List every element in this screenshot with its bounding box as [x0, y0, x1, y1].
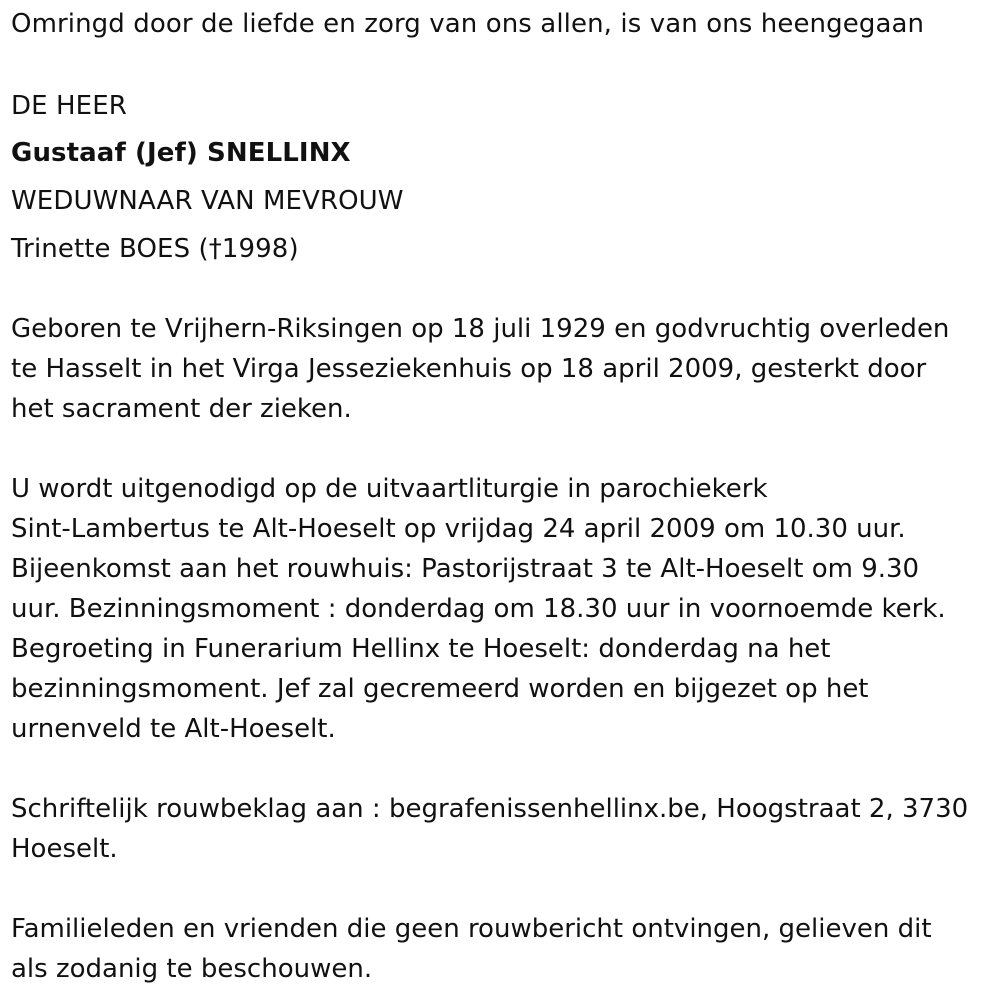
- paragraph-line: urnenveld te Alt-Hoeselt.: [11, 714, 336, 744]
- paragraph-line: Bijeenkomst aan het rouwhuis: Pastorijstraat 3 te Alt-Hoeselt om 9.30: [11, 554, 920, 584]
- paragraph-line: Familieleden en vrienden die geen rouwbericht ontvingen, gelieven dit: [11, 914, 932, 944]
- paragraph-line: Sint-Lambertus te Alt-Hoeselt op vrijdag 24 april 2009 om 10.30 uur.: [11, 514, 906, 544]
- paragraph-line: Hoeselt.: [11, 834, 118, 864]
- spouse-name: Trinette BOES (†1998): [11, 234, 299, 264]
- paragraph-line: U wordt uitgenodigd op de uitvaartliturgie in parochiekerk: [11, 474, 768, 504]
- title-line: DE HEER: [11, 91, 127, 121]
- paragraph-line: Begroeting in Funerarium Hellinx te Hoeselt: donderdag na het: [11, 634, 831, 664]
- deceased-name: Gustaaf (Jef) SNELLINX: [11, 138, 351, 168]
- paragraph-line: bezinningsmoment. Jef zal gecremeerd worden en bijgezet op het: [11, 674, 869, 704]
- closing-paragraph: [11, 909, 932, 989]
- paragraph-line: uur. Bezinningsmoment : donderdag om 18.30 uur in voornoemde kerk.: [11, 594, 946, 624]
- widower-line: WEDUWNAAR VAN MEVROUW: [11, 186, 404, 216]
- paragraph-line: te Hasselt in het Virga Jesseziekenhuis op 18 april 2009, gesterkt door: [11, 354, 927, 384]
- birth-paragraph: [11, 309, 949, 429]
- funeral-paragraph: [11, 469, 946, 749]
- paragraph-line: het sacrament der zieken.: [11, 394, 352, 424]
- paragraph-line: als zodanig te beschouwen.: [11, 954, 373, 984]
- condolence-paragraph: [11, 789, 968, 869]
- paragraph-line: Geboren te Vrijhern-Riksingen op 18 juli 1929 en godvruchtig overleden: [11, 314, 950, 344]
- intro-text: Omringd door de liefde en zorg van ons allen, is van ons heengegaan: [11, 9, 925, 39]
- paragraph-line: Schriftelijk rouwbeklag aan : begrafenissenhellinx.be, Hoogstraat 2, 3730: [11, 794, 969, 824]
